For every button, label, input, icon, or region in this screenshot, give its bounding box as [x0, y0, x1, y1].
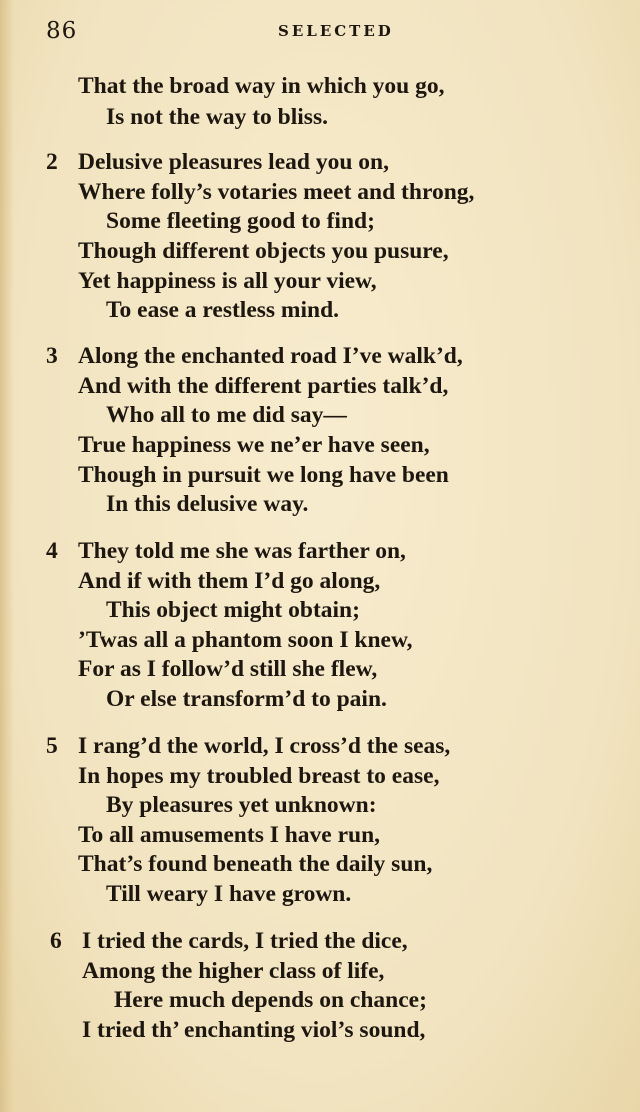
- verse-line: Here much depends on chance;: [114, 987, 427, 1013]
- verse-number: 6: [50, 928, 62, 954]
- verse-line: In this delusive way.: [106, 491, 309, 517]
- verse-line: Till weary I have grown.: [106, 881, 352, 907]
- verse-line: True happiness we ne’er have seen,: [78, 432, 430, 458]
- verse-line: By pleasures yet unknown:: [106, 792, 377, 818]
- verse-line: Some fleeting good to find;: [106, 208, 375, 234]
- verse-line: I tried the cards, I tried the dice,: [82, 928, 408, 954]
- verse-line: ’Twas all a phantom soon I knew,: [78, 627, 413, 653]
- verse-line: Where folly’s votaries meet and throng,: [78, 179, 475, 205]
- page-number: 86: [46, 18, 78, 44]
- verse-number: 2: [46, 149, 58, 175]
- verse-line: That’s found beneath the daily sun,: [78, 851, 433, 877]
- verse-line: Or else transform’d to pain.: [106, 686, 387, 712]
- verse-line: Though in pursuit we long have been: [78, 462, 449, 488]
- verse-line: And with the different parties talk’d,: [78, 373, 449, 399]
- verse-line: To all amusements I have run,: [78, 822, 381, 848]
- verse-line: To ease a restless mind.: [106, 297, 340, 323]
- running-title: SELECTED: [278, 22, 394, 40]
- verse-line: This object might obtain;: [106, 597, 360, 623]
- verse-line: In hopes my troubled breast to ease,: [78, 763, 440, 789]
- verse-line: For as I follow’d still she flew,: [78, 656, 378, 682]
- page-edge-shading: [0, 0, 14, 1112]
- verse-line: They told me she was farther on,: [78, 538, 406, 564]
- verse-line: Delusive pleasures lead you on,: [78, 149, 389, 175]
- verse-line: And if with them I’d go along,: [78, 568, 381, 594]
- verse-line: Though different objects you pusure,: [78, 238, 449, 264]
- verse-line: Yet happiness is all your view,: [78, 268, 377, 294]
- verse-number: 3: [46, 343, 58, 369]
- verse-line: Who all to me did say—: [106, 402, 347, 428]
- verse-line: I tried th’ enchanting viol’s sound,: [82, 1017, 426, 1043]
- verse-number: 5: [46, 733, 58, 759]
- verse-line: That the broad way in which you go,: [78, 73, 445, 99]
- verse-line: Along the enchanted road I’ve walk’d,: [78, 343, 463, 369]
- verse-number: 4: [46, 538, 58, 564]
- verse-line: Among the higher class of life,: [82, 958, 385, 984]
- verse-line: Is not the way to bliss.: [106, 104, 328, 130]
- verse-line: I rang’d the world, I cross’d the seas,: [78, 733, 451, 759]
